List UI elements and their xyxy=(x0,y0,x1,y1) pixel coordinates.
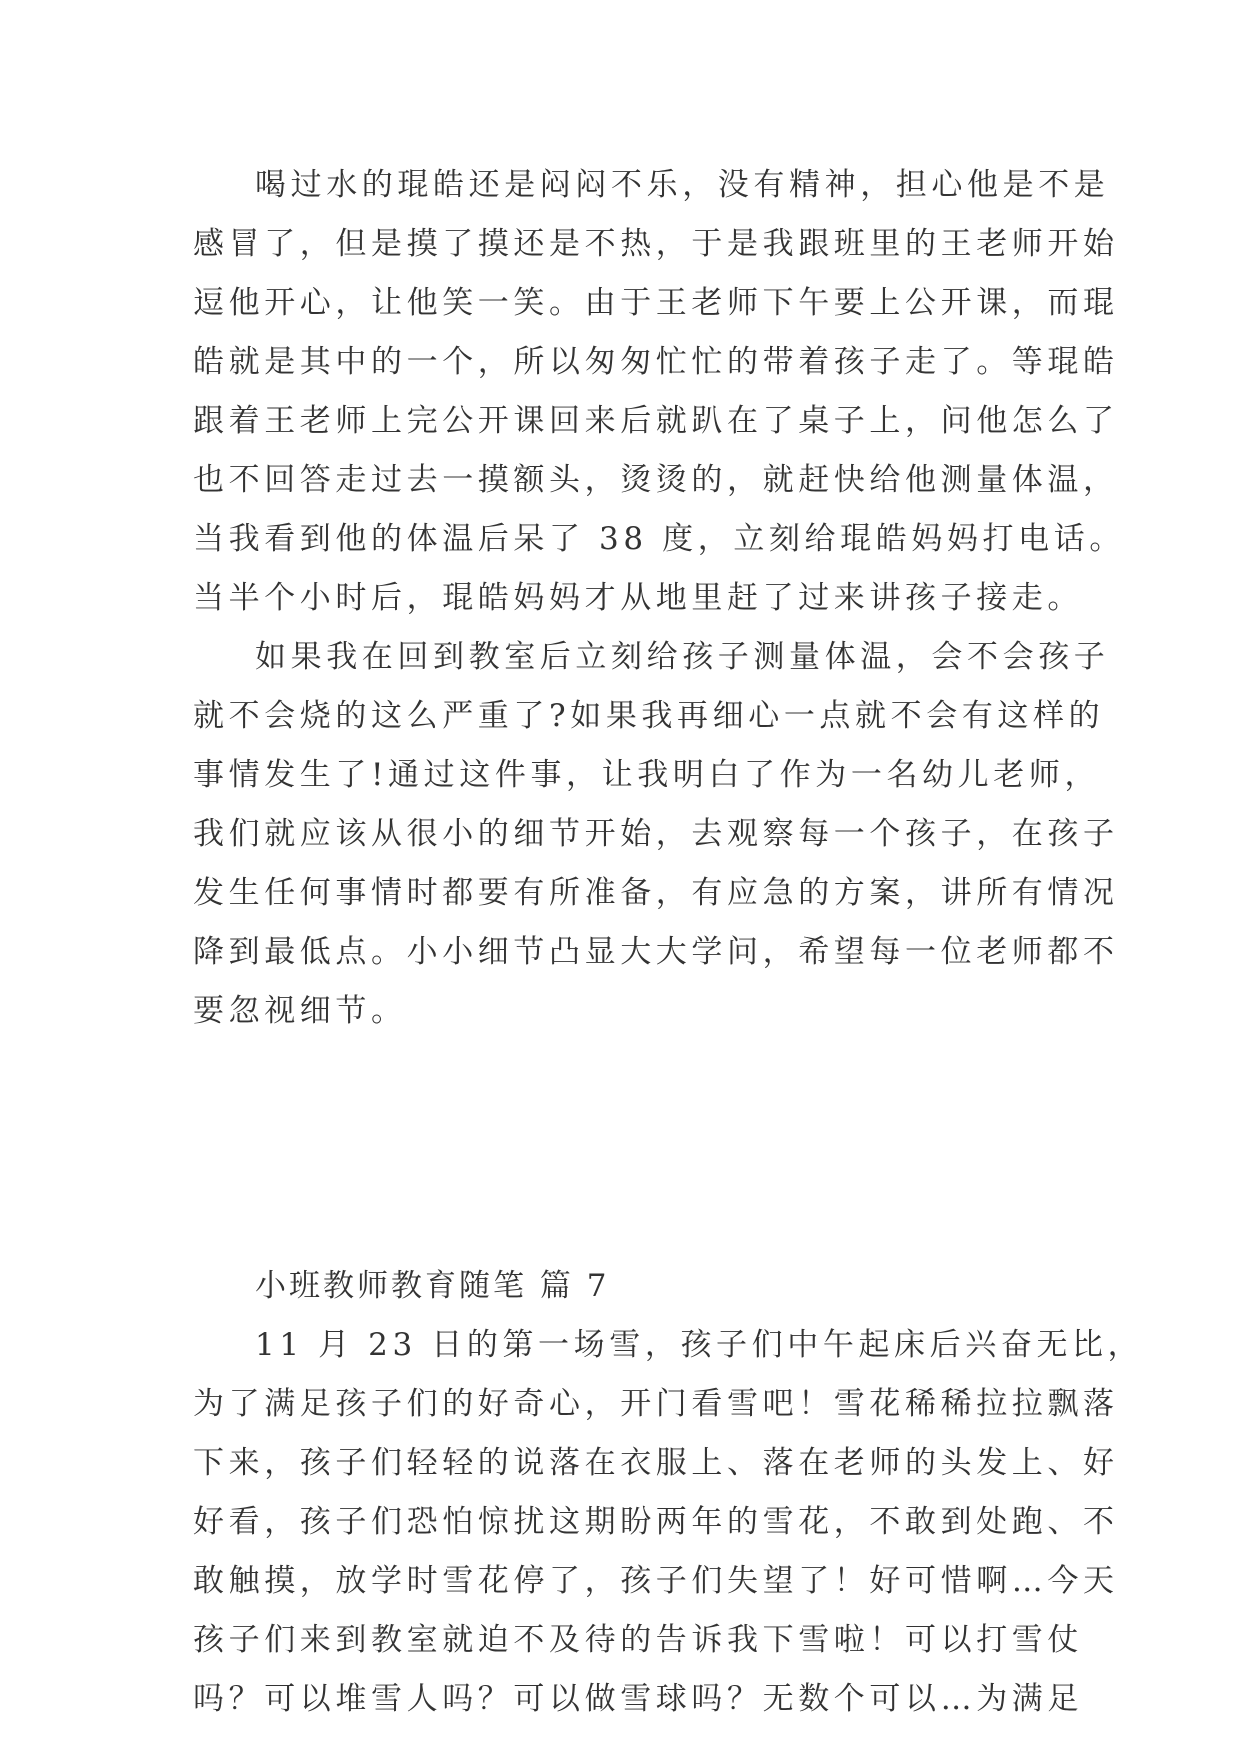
paragraph-2-line-5: 发生任何事情时都要有所准备，有应急的方案，讲所有情况 xyxy=(193,875,1119,911)
paragraph-2-line-3: 事情发生了!通过这件事，让我明白了作为一名幼儿老师， xyxy=(193,757,1101,793)
paragraph-1-line-1: 喝过水的琨皓还是闷闷不乐，没有精神，担心他是不是 xyxy=(255,167,1110,203)
section-paragraph-line-7: 吗？可以堆雪人吗？可以做雪球吗？无数个可以…为满足 xyxy=(193,1681,1083,1717)
paragraph-1-line-6: 也不回答走过去一摸额头，烫烫的，就赶快给他测量体温， xyxy=(193,462,1119,498)
paragraph-2-line-6: 降到最低点。小小细节凸显大大学问，希望每一位老师都不 xyxy=(193,934,1119,970)
section-paragraph-line-1: 11 月 23 日的第一场雪，孩子们中午起床后兴奋无比， xyxy=(255,1327,1144,1363)
paragraph-1-line-2: 感冒了，但是摸了摸还是不热，于是我跟班里的王老师开始 xyxy=(193,226,1119,262)
paragraph-1-line-8: 当半个小时后，琨皓妈妈才从地里赶了过来讲孩子接走。 xyxy=(193,580,1083,616)
section-heading: 小班教师教育随笔 篇 7 xyxy=(255,1268,610,1304)
paragraph-2-line-4: 我们就应该从很小的细节开始，去观察每一个孩子，在孩子 xyxy=(193,816,1119,852)
paragraph-1-line-7: 当我看到他的体温后呆了 38 度，立刻给琨皓妈妈打电话。 xyxy=(193,521,1125,557)
paragraph-1-line-3: 逗他开心，让他笑一笑。由于王老师下午要上公开课，而琨 xyxy=(193,285,1119,321)
section-paragraph-line-6: 孩子们来到教室就迫不及待的告诉我下雪啦！可以打雪仗 xyxy=(193,1622,1083,1658)
paragraph-1-line-4: 皓就是其中的一个，所以匆匆忙忙的带着孩子走了。等琨皓 xyxy=(193,344,1119,380)
paragraph-2-line-1: 如果我在回到教室后立刻给孩子测量体温，会不会孩子 xyxy=(255,639,1110,675)
section-paragraph-line-5: 敢触摸，放学时雪花停了，孩子们失望了！好可惜啊…今天 xyxy=(193,1563,1119,1599)
section-paragraph-line-4: 好看，孩子们恐怕惊扰这期盼两年的雪花，不敢到处跑、不 xyxy=(193,1504,1119,1540)
section-paragraph-line-3: 下来，孩子们轻轻的说落在衣服上、落在老师的头发上、好 xyxy=(193,1445,1119,1481)
paragraph-2-line-7: 要忽视细节。 xyxy=(193,993,407,1029)
paragraph-2-line-2: 就不会烧的这么严重了?如果我再细心一点就不会有这样的 xyxy=(193,698,1105,734)
paragraph-1-line-5: 跟着王老师上完公开课回来后就趴在了桌子上，问他怎么了 xyxy=(193,403,1119,439)
section-paragraph-line-2: 为了满足孩子们的好奇心，开门看雪吧！雪花稀稀拉拉飘落 xyxy=(193,1386,1119,1422)
